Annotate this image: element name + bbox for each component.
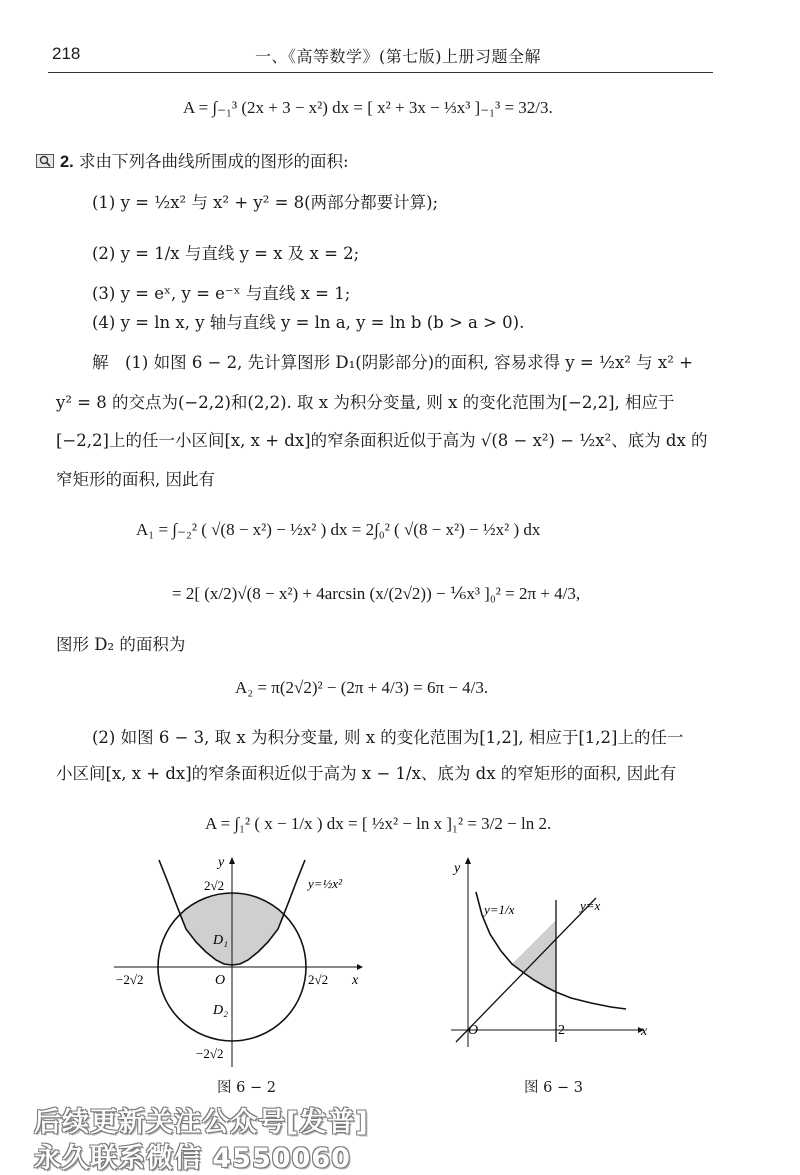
x-axis-arrow — [357, 964, 363, 970]
fig63-line-label: y=x — [580, 898, 601, 913]
problem-item-4: (4) y = ln x, y 轴与直线 y = ln a, y = ln b (b > a > 0). — [92, 313, 525, 332]
solution-line: 窄矩形的面积, 因此有 — [56, 470, 215, 489]
problem-item-2: (2) y = 1/x 与直线 y = x 及 x = 2; — [92, 244, 360, 263]
problem-item-1: (1) y = ½x² 与 x² + y² = 8(两部分都要计算); — [92, 193, 439, 212]
solution-line: 小区间[x, x + dx]的窄条面积近似于高为 x − 1/x、底为 dx 的窄矩形的面积, 因此有 — [56, 764, 677, 783]
fig62-left-label: −2√2 — [116, 972, 144, 987]
fig62-d1-label: D₁ — [213, 933, 228, 948]
fig62-right-label: 2√2 — [308, 972, 329, 987]
problem-heading — [36, 152, 349, 173]
equation-A1-line2: = 2[ (x/2)√(8 − x²) + 4arcsin (x/(2√2)) − ⅙x³ ]₀² = 2π + 4/3, — [172, 584, 581, 603]
solution-line: 解 (1) 如图 6 − 2, 先计算图形 D₁(阴影部分)的面积, 容易求得 y = ½x² 与 x² + — [92, 353, 693, 372]
figure-6-2-caption: 图 6 − 2 — [217, 1080, 276, 1096]
fig63-y-label: y — [454, 861, 461, 876]
solution-line: y² = 8 的交点为(−2,2)和(2,2). 取 x 为积分变量, 则 x 的变化范围为[−2,2], 相应于 — [56, 393, 675, 412]
problem-item-3: (3) y = eˣ, y = e⁻ˣ 与直线 x = 1; — [92, 284, 351, 303]
fig62-curve-label: y=½x² — [308, 876, 342, 891]
equation-A2: A₂ = π(2√2)² − (2π + 4/3) = 6π − 4/3. — [235, 678, 489, 697]
figure-6-3 — [446, 852, 656, 1052]
fig62-bottom-label: −2√2 — [196, 1046, 224, 1061]
header-rule — [48, 72, 713, 73]
y-axis-arrow — [229, 857, 235, 864]
fig62-top-label: 2√2 — [204, 878, 225, 893]
problem-number: 2. — [60, 153, 74, 171]
d2-intro: 图形 D₂ 的面积为 — [56, 635, 186, 654]
watermark-line-2: 永久联系微信 4550060 — [34, 1143, 351, 1174]
fig63-x-tick: 2 — [558, 1023, 565, 1038]
fig63-origin-label: O — [468, 1023, 479, 1038]
equation-A1-line1: A₁ = ∫₋₂² ( √(8 − x²) − ½x² ) dx = 2∫₀² ( √(8 − x²) − ½x² ) dx — [136, 520, 541, 539]
problem-text: 求由下列各曲线所围成的图形的面积: — [79, 152, 349, 171]
solution-line: [−2,2]上的任一小区间[x, x + dx]的窄条面积近似于高为 √(8 − x²) − ½x²、底为 dx 的 — [56, 431, 708, 450]
fig63-hyperbola-label: y=1/x — [484, 902, 515, 917]
running-header: 一、《高等数学》(第七版)上册习题全解 — [255, 47, 541, 66]
y-axis-arrow — [465, 857, 471, 864]
figure-6-3-caption: 图 6 − 3 — [524, 1080, 583, 1096]
equation-top: A = ∫₋₁³ (2x + 3 − x²) dx = [ x² + 3x − ⅓x³ ]₋₁³ = 32/3. — [183, 98, 553, 117]
watermark-line-1: 后续更新关注公众号[发普] — [34, 1107, 369, 1138]
page-number: 218 — [52, 44, 81, 63]
equation-A-part2: A = ∫₁² ( x − 1/x ) dx = [ ½x² − ln x ]₁² = 3/2 − ln 2. — [205, 814, 552, 833]
fig62-origin-label: O — [215, 973, 226, 988]
fig63-x-label: x — [641, 1024, 648, 1039]
line-y-equals-x — [456, 898, 596, 1042]
solution-line: (2) 如图 6 − 3, 取 x 为积分变量, 则 x 的变化范围为[1,2], 相应于[1,2]上的任一 — [92, 728, 684, 747]
fig62-d2-label: D₂ — [213, 1003, 228, 1018]
fig62-y-label: y — [218, 855, 225, 870]
region-shade — [512, 920, 556, 992]
fig62-x-label: x — [352, 973, 359, 988]
figure-6-2 — [112, 852, 372, 1074]
problem-search-icon — [36, 153, 54, 167]
